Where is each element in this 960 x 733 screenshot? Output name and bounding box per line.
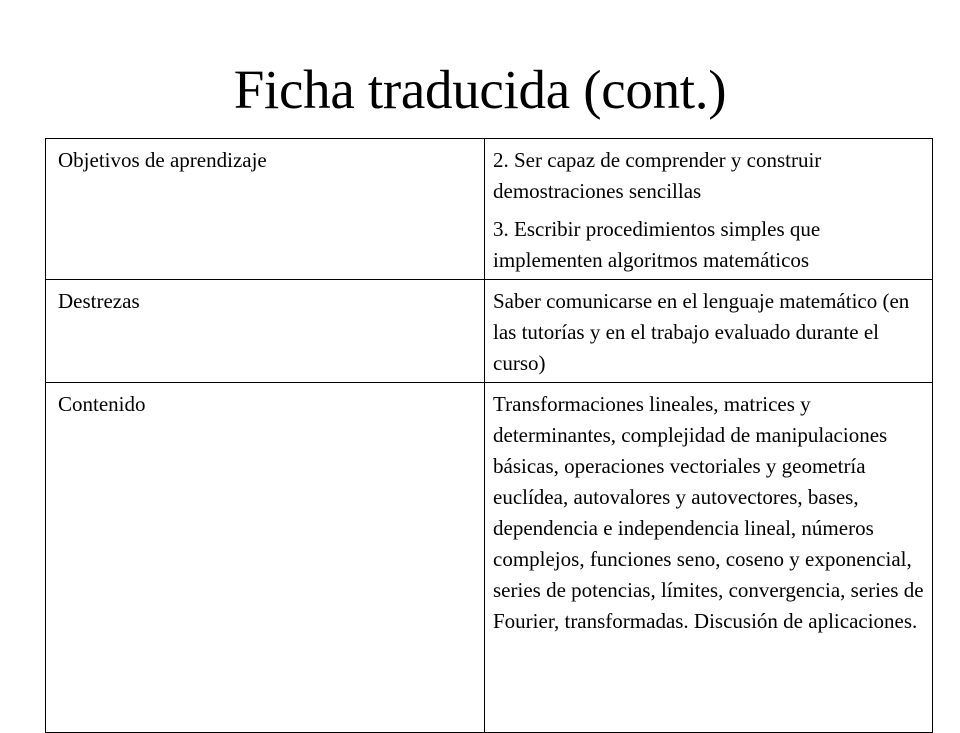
value-cell-destrezas — [485, 280, 933, 383]
table-row-objetivos — [46, 139, 933, 280]
value-cell-contenido — [485, 383, 933, 733]
slide-title: Ficha traducida (cont.) — [233, 59, 727, 120]
contenido-text: Transformaciones lineales, matrices y determinantes, complejidad de manipulaciones básicas, operaciones vectoriales y geometría euclídea, autovalores y autovectores, bases, dependencia e independencia lineal, números complejos, funciones seno, coseno y exponencial, series de potencias, límites, convergencia, series de Fourier, transformadas. Discusión de aplicaciones. — [493, 392, 924, 633]
value-cell-objetivos — [485, 139, 933, 280]
objetivo-item-3: 3. Escribir procedimientos simples que implementen algoritmos matemáticos — [493, 217, 821, 272]
label-cell-destrezas: Destrezas — [46, 280, 485, 383]
destrezas-text: Saber comunicarse en el lenguaje matemático (en las tutorías y en el trabajo evaluado durante el curso) — [493, 289, 910, 375]
course-sheet-table — [45, 138, 933, 733]
label-cell-objetivos: Objetivos de aprendizaje — [46, 139, 485, 280]
table-row-contenido — [46, 383, 933, 733]
table-row-destrezas — [46, 280, 933, 383]
objetivo-item-2: 2. Ser capaz de comprender y construir demostraciones sencillas — [493, 148, 822, 203]
label-cell-contenido: Contenido — [46, 383, 485, 733]
